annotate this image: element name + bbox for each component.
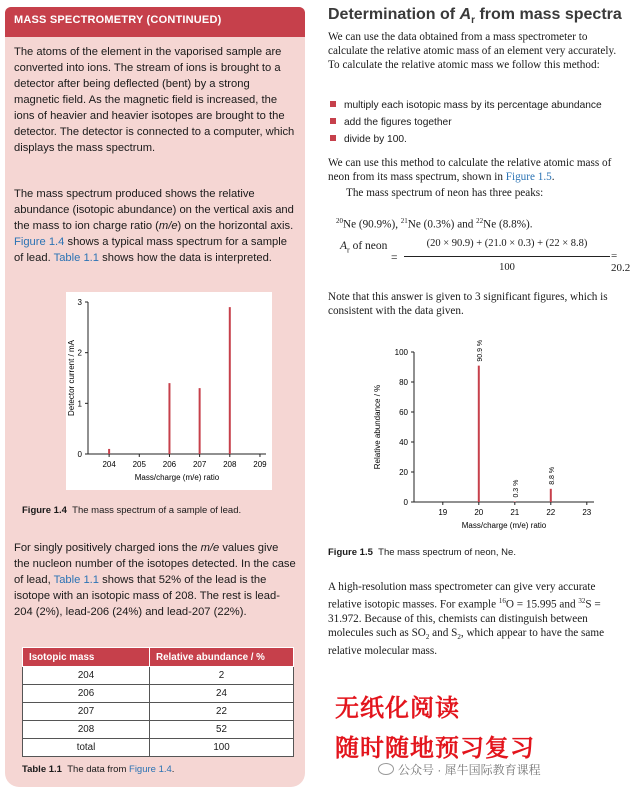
equation-result: = 20.2: [611, 250, 631, 274]
right-paragraph-4: Note that this answer is given to 3 significant figures, which is consistent with the data given.: [328, 291, 608, 317]
bullet-text: multiply each isotopic mass by its percentage abundance: [344, 100, 602, 111]
figure-1-5-caption: [328, 547, 516, 558]
caption-label: Figure 1.5: [328, 547, 373, 558]
table-1-1-caption: [22, 764, 174, 775]
figure-1-4-link[interactable]: Figure 1.4: [14, 236, 65, 248]
table-row: [23, 667, 294, 685]
section-title: [328, 6, 622, 26]
table-cell: 208: [23, 721, 150, 739]
x-tick-label: 205: [132, 460, 146, 469]
x-tick-label: 209: [253, 460, 267, 469]
x-tick-label: 206: [162, 460, 177, 469]
x-tick-label: 207: [192, 460, 207, 469]
table-cell: 2: [150, 667, 294, 685]
bullet-square-icon: [330, 135, 336, 141]
y-tick-label: 0: [77, 450, 82, 459]
table-1-1-link[interactable]: Table 1.1: [53, 574, 100, 586]
caption-label: Figure 1.4: [22, 505, 67, 516]
table-header-row: [23, 648, 294, 667]
ar-subscript: r: [347, 245, 350, 255]
bullet-text: add the figures together: [344, 117, 452, 128]
text: , which appear to have the same relative molecular mass.: [328, 626, 605, 657]
bullet-square-icon: [330, 101, 336, 107]
wechat-watermark: [378, 761, 541, 778]
text: shows a typical mass spectrum for a sample of lead.: [14, 236, 287, 264]
bullet-square-icon: [330, 118, 336, 124]
text: m/e: [158, 220, 178, 232]
left-paragraph-1: The atoms of the element in the vaporised sample are converted into ions. The stream of ions is brought to a detector after being deflected (bent) by a strong magnetic field. As the magnetic field is increased, the ions of heavier and heavier isotopes are brought to the detector. The detector is connected to a computer, which displays the mass spectrum.: [14, 46, 295, 154]
table-cell: 22: [150, 703, 294, 721]
subscript: 2: [425, 632, 430, 641]
y-axis-title: Detector current / mA: [67, 339, 76, 417]
table-cell: 100: [150, 739, 294, 757]
x-tick-label: 204: [102, 460, 116, 469]
x-tick-label: 19: [438, 508, 448, 517]
y-tick-label: 80: [399, 378, 408, 387]
isotope-superscript: 21: [400, 217, 408, 225]
text: .: [551, 171, 555, 183]
right-paragraph-5: [328, 580, 628, 658]
x-tick-label: 23: [582, 508, 592, 517]
method-bullet: [330, 134, 407, 145]
table-row: [23, 739, 294, 757]
figure-1-4-link[interactable]: Figure 1.4: [129, 764, 172, 775]
caption-text: .: [171, 764, 175, 775]
text: The mass spectrum produced shows the relative abundance (isotopic abundance) on the vertical axis and the mass to ion charge ratio (: [14, 188, 294, 232]
peak-data-label: 0.3 %: [512, 479, 520, 498]
peak-data-label: 8.8 %: [548, 466, 556, 485]
isotope-superscript: 16: [498, 597, 506, 605]
left-paragraph-3: [14, 540, 296, 620]
x-tick-label: 21: [510, 508, 520, 517]
left-paragraph-2: [14, 186, 296, 266]
table-cell: 206: [23, 685, 150, 703]
x-tick-label: 22: [546, 508, 556, 517]
title-symbol: A: [459, 6, 472, 23]
promo-line-1: 无纸化阅读: [335, 695, 460, 722]
neon-mass-spectrum-chart: [358, 336, 598, 548]
table-cell: total: [23, 739, 150, 757]
text: and S: [429, 626, 458, 639]
table-cell: 204: [23, 667, 150, 685]
method-bullet: [330, 100, 602, 111]
text: values give the nucleon number of the isotopes detected. In the case of lead,: [14, 542, 296, 586]
text: shows that 52% of the lead is the isotope with an isotopic mass of 208. The rest is lead-204 (2%), lead-206 (24%) and lead-207 (22%).: [14, 574, 280, 618]
column-header: Relative abundance / %: [150, 648, 294, 667]
y-tick-label: 40: [399, 438, 408, 447]
y-tick-label: 0: [403, 498, 408, 507]
y-tick-label: 3: [77, 298, 82, 307]
isotope-superscript: 22: [476, 217, 484, 225]
y-tick-label: 100: [394, 348, 408, 357]
left-panel-title: MASS SPECTROMETRY (CONTINUED): [14, 14, 222, 26]
subscript: 2: [457, 632, 461, 641]
equation-numerator: (20 × 90.9) + (21.0 × 0.3) + (22 × 8.8): [426, 238, 588, 249]
y-tick-label: 2: [77, 348, 82, 358]
text: We can use this method to calculate the relative atomic mass of neon from its mass spectrum, shown in: [328, 157, 612, 183]
text: Ne (8.8%).: [483, 218, 533, 231]
y-tick-label: 20: [399, 468, 408, 477]
title-subscript: r: [471, 15, 476, 27]
right-paragraph-2: [328, 156, 628, 184]
table-1-1-link[interactable]: Table 1.1: [53, 252, 100, 264]
y-tick-label: 1: [77, 399, 82, 409]
table-row: [23, 685, 294, 703]
x-tick-label: 208: [223, 460, 237, 469]
isotope-superscript: 32: [578, 597, 586, 605]
wechat-icon: [378, 763, 394, 775]
bullet-text: divide by 100.: [344, 134, 407, 145]
caption-text: The data from: [67, 764, 130, 775]
text: For singly positively charged ions the: [14, 542, 201, 554]
neon-isotopes-line: [336, 214, 634, 232]
lead-chart-card: [66, 292, 272, 490]
table-row: [23, 721, 294, 739]
table-cell: 207: [23, 703, 150, 721]
text: ) on the horizontal axis.: [177, 220, 294, 232]
column-header: Isotopic mass: [23, 648, 150, 667]
text: Ne (0.3%) and: [407, 218, 477, 231]
text: S = 31.972. Because of this, chemists can distinguish between molecules such as SO: [328, 598, 601, 639]
table-cell: 24: [150, 685, 294, 703]
ar-text: of neon: [349, 240, 388, 252]
equation-denominator: 100: [499, 262, 515, 273]
text: Ne (90.9%),: [343, 218, 401, 231]
right-paragraph-3: The mass spectrum of neon has three peaks:: [346, 187, 544, 199]
isotope-table: [22, 647, 294, 757]
x-axis-title: Mass/charge (m/e) ratio: [461, 521, 547, 530]
text: O = 15.995 and: [505, 598, 579, 611]
equation-equals: =: [391, 252, 398, 264]
x-tick-label: 20: [474, 508, 484, 517]
watermark-text: 公众号 · 犀牛国际教育课程: [398, 763, 541, 777]
method-bullet: [330, 117, 452, 128]
y-tick-label: 60: [399, 408, 408, 417]
figure-1-5-link[interactable]: Figure 1.5: [505, 171, 552, 183]
text: A high-resolution mass spectrometer can give very accurate relative isotopic masses. For example: [328, 581, 596, 611]
title-text: from mass spectra: [475, 6, 622, 23]
ar-symbol: A: [340, 240, 348, 252]
figure-1-4-caption: [22, 505, 241, 516]
caption-text: The mass spectrum of neon, Ne.: [378, 547, 516, 558]
x-axis-title: Mass/charge (m/e) ratio: [134, 473, 220, 482]
text: shows how the data is interpreted.: [99, 252, 272, 264]
y-axis-title: Relative abundance / %: [373, 384, 382, 470]
fraction-bar: [404, 256, 610, 257]
title-text: Determination of: [328, 6, 460, 23]
right-paragraph-1: We can use the data obtained from a mass spectrometer to calculate the relative atomic mass of an element very accurately. To calculate the relative atomic mass we follow this method:: [328, 31, 617, 71]
text: m/e: [200, 542, 220, 554]
ar-label: [340, 240, 387, 254]
promo-line-2: 随时随地预习复习: [335, 735, 535, 762]
isotope-superscript: 20: [336, 217, 343, 225]
caption-label: Table 1.1: [22, 764, 62, 775]
table-row: [23, 703, 294, 721]
caption-text: The mass spectrum of a sample of lead.: [72, 505, 242, 516]
peak-data-label: 90.9 %: [476, 339, 484, 362]
table-cell: 52: [150, 721, 294, 739]
lead-mass-spectrum-chart: [66, 292, 272, 490]
